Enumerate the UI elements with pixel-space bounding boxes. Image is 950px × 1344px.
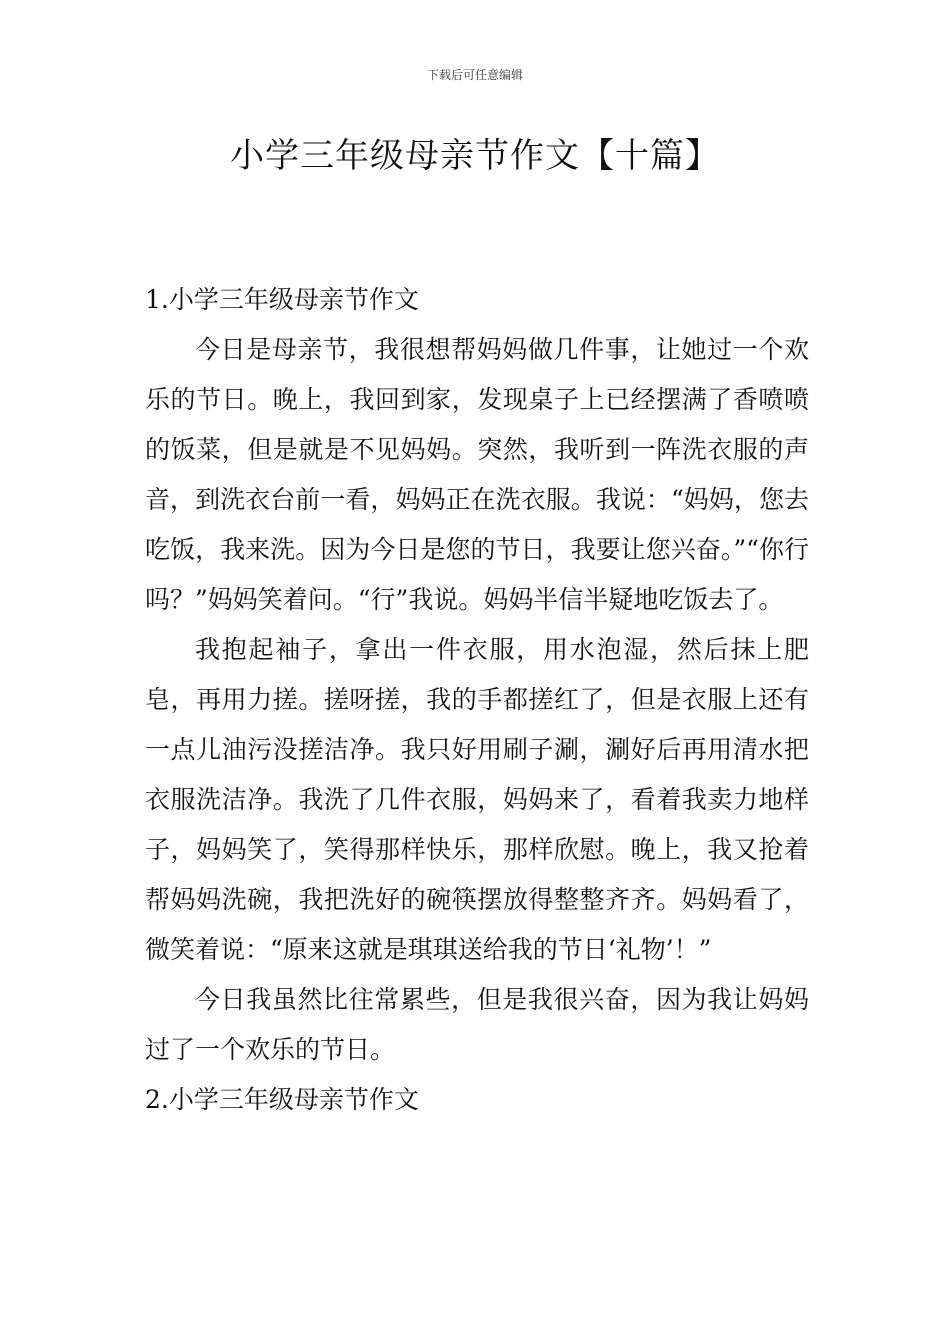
section-heading-2: 2.小学三年级母亲节作文 bbox=[145, 1085, 419, 1114]
paragraph: 我抱起袖子，拿出一件衣服，用水泡湿，然后抹上肥皂，再用力搓。搓呀搓，我的手都搓红了，但是衣服上还有一点儿油污没搓洁净。我只好用刷子涮，涮好后再用清水把衣服洗洁净。我洗了几件衣服，妈妈来了，看着我卖力地样子，妈妈笑了，笑得那样快乐，那样欣慰。晚上，我又抢着帮妈妈洗碗，我把洗好的碗筷摆放得整整齐齐。妈妈看了，微笑着说：“原来这就是琪琪送给我的节日‘礼物’！” bbox=[145, 635, 809, 964]
document-body bbox=[145, 275, 809, 1125]
document-title: 小学三年级母亲节作文【十篇】 bbox=[230, 136, 720, 176]
paragraph: 今日是母亲节，我很想帮妈妈做几件事，让她过一个欢乐的节日。晚上，我回到家，发现桌子上已经摆满了香喷喷的饭菜，但是就是不见妈妈。突然，我听到一阵洗衣服的声音，到洗衣台前一看，妈妈正在洗衣服。我说：“妈妈，您去吃饭，我来洗。因为今日是您的节日，我要让您兴奋。”“你行吗？”妈妈笑着问。“行”我说。妈妈半信半疑地吃饭去了。 bbox=[145, 335, 809, 614]
section-heading-1: 1.小学三年级母亲节作文 bbox=[145, 285, 419, 314]
paragraph: 今日我虽然比往常累些，但是我很兴奋，因为我让妈妈过了一个欢乐的节日。 bbox=[145, 985, 809, 1064]
header-note: 下载后可任意编辑 bbox=[426, 68, 523, 82]
